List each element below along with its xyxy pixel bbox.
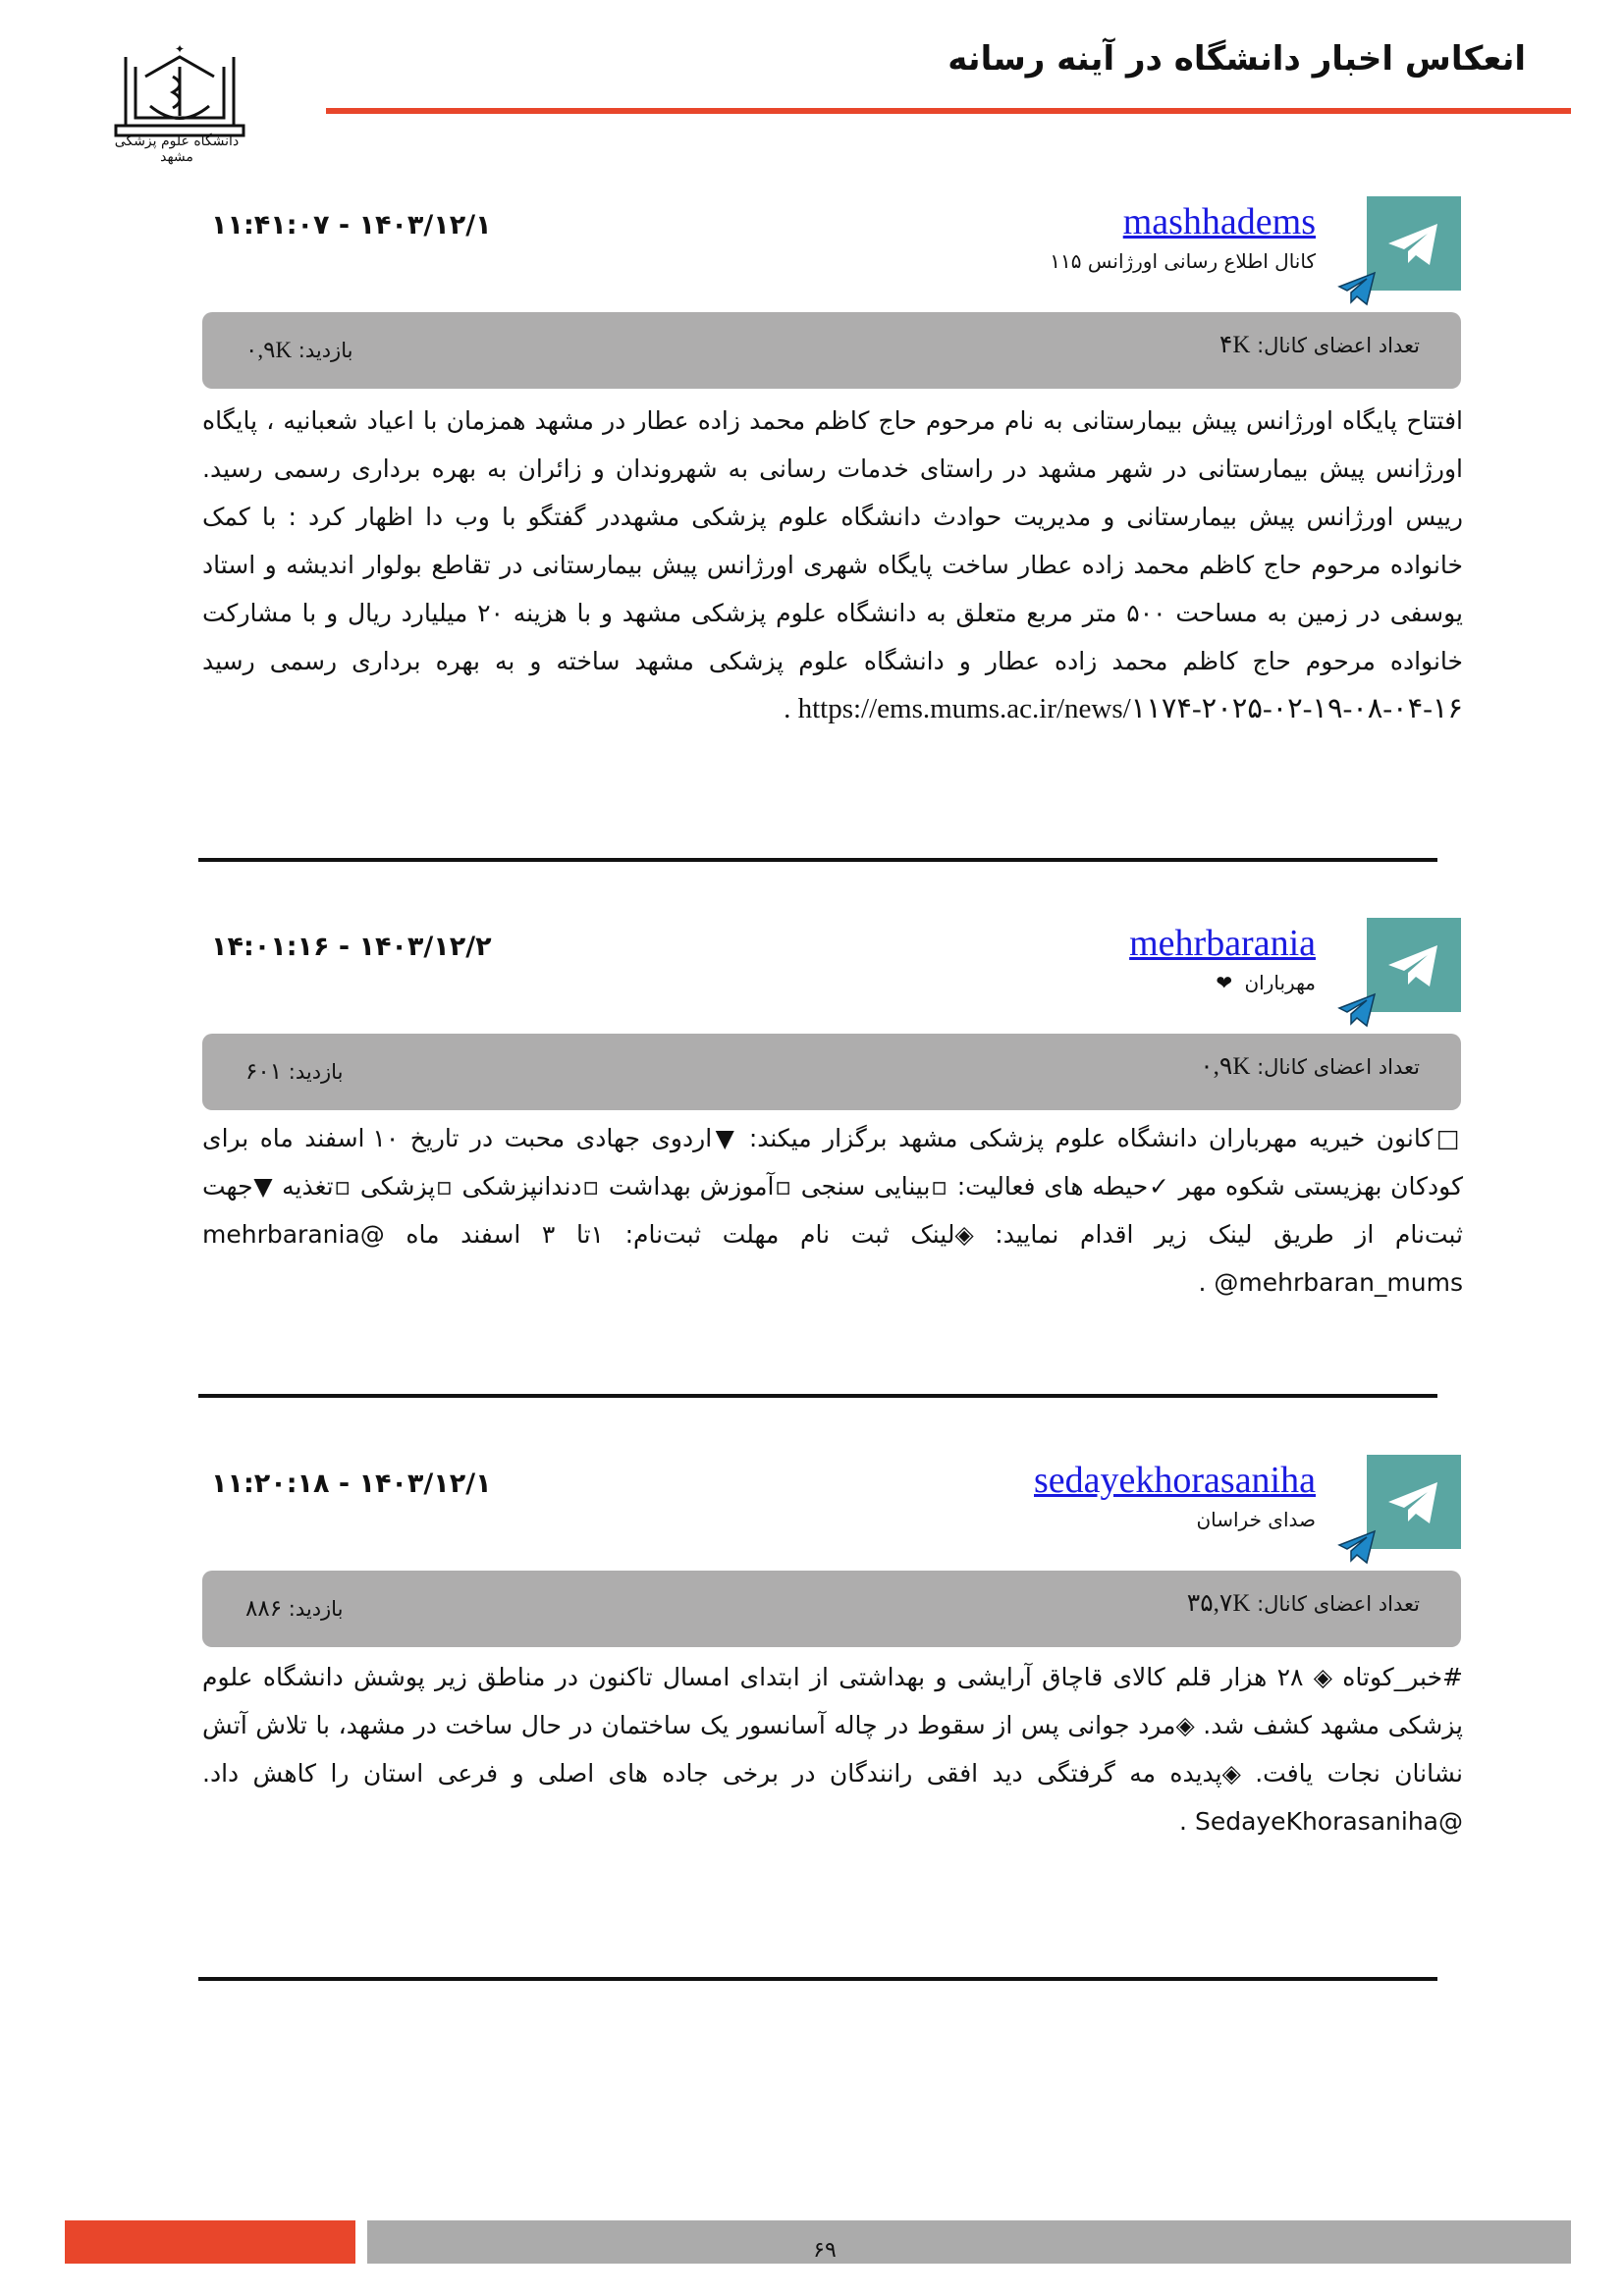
- header-divider: [326, 108, 1571, 114]
- footer-accent-bar: [65, 2220, 355, 2264]
- stats-bar: [202, 312, 1461, 389]
- page-title: انعکاس اخبار دانشگاه در آینه رسانه: [947, 39, 1526, 79]
- views-value: ۶۰۱: [245, 1059, 283, 1084]
- post-views: [245, 1596, 343, 1622]
- post-divider: [198, 1977, 1437, 1981]
- members-label: تعداد اعضای کانال:: [1257, 334, 1420, 357]
- telegram-icon: [1367, 196, 1461, 291]
- channel-description-text: مهرباران: [1244, 971, 1316, 994]
- members-label: تعداد اعضای کانال:: [1257, 1592, 1420, 1616]
- post-divider: [198, 858, 1437, 862]
- channel-link[interactable]: mehrbarania: [1129, 923, 1316, 964]
- members-value: ۳۵,۷K: [1186, 1590, 1251, 1617]
- telegram-plane-icon: [1337, 1529, 1377, 1565]
- telegram-plane-icon: [1337, 992, 1377, 1028]
- members-label: تعداد اعضای کانال:: [1257, 1055, 1420, 1079]
- channel-description: صدای خراسان: [1196, 1508, 1316, 1531]
- university-emblem-icon: [106, 37, 253, 145]
- channel-link[interactable]: mashhadems: [1122, 201, 1316, 242]
- post-text: #خبر_کوتاه ◈ ۲۸ هزار قلم کالای قاچاق آرایشی و بهداشتی از ابتدای امسال تاکنون در مناطق زیر پوشش دانشگاه علوم پزشکی مشهد کشف شد. ◈مرد جوانی پس از سقوط در چاله آسانسور یک ساختمان در حال ساخت در مشهد، با تلاش آتش نشانان نجات یافت. ◈پدیده مه گرفتگی دید افقی رانندگان در برخی جاده های اصلی و فرعی استان را کاهش داد. @SedayeKhorasaniha .: [202, 1663, 1464, 1836]
- stats-bar: [202, 1034, 1461, 1110]
- logo-caption: دانشگاه علوم پزشکی مشهد: [114, 133, 240, 165]
- heart-icon: ❤: [1216, 971, 1233, 994]
- post-datetime: ۱۱:۴۱:۰۷ - ۱۴۰۳/۱۲/۱: [211, 210, 492, 240]
- post-url[interactable]: https://ems.mums.ac.ir/news/۱۱۷۴-۲۰۲۵-۰۲-۱۹-۰۸-۰۴-۱۶ .: [784, 693, 1463, 724]
- post-datetime: ۱۱:۲۰:۱۸ - ۱۴۰۳/۱۲/۱: [211, 1468, 492, 1499]
- views-value: ۰,۹K: [245, 338, 293, 362]
- footer-bar: [367, 2220, 1571, 2264]
- views-label: بازدید:: [298, 339, 353, 362]
- post-divider: [198, 1394, 1437, 1398]
- post-views: [245, 338, 352, 363]
- views-label: بازدید:: [288, 1060, 344, 1084]
- telegram-icon: [1367, 1455, 1461, 1549]
- post-views: [245, 1059, 343, 1085]
- telegram-plane-icon: [1337, 271, 1377, 306]
- post-body: [202, 1653, 1463, 1845]
- telegram-icon: [1367, 918, 1461, 1012]
- channel-members: [1200, 1051, 1420, 1081]
- svg-text:✦: ✦: [174, 42, 186, 56]
- stats-bar: [202, 1571, 1461, 1647]
- members-value: ۰,۹K: [1200, 1053, 1251, 1080]
- channel-description: [1216, 971, 1316, 994]
- post-body: [202, 1114, 1463, 1307]
- post-body: [202, 397, 1463, 733]
- views-value: ۸۸۶: [245, 1596, 283, 1621]
- channel-members: [1219, 330, 1420, 359]
- channel-members: [1187, 1588, 1420, 1618]
- post-datetime: ۱۴:۰۱:۱۶ - ۱۴۰۳/۱۲/۲: [211, 932, 492, 962]
- page-number: ۶۹: [813, 2238, 837, 2263]
- post-text: افتتاح پایگاه اورژانس پیش بیمارستانی به نام مرحوم حاج کاظم محمد زاده عطار در مشهد همزمان با اعیاد شعبانیه ، پایگاه اورژانس پیش بیمارستانی در شهر مشهد در راستای خدمات رسانی به شهروندان و زائران به بهره برداری رسمی رسید. رییس اورژانس پیش بیمارستانی و مدیریت حوادث دانشگاه علوم پزشکی مشهددر گفتگو با وب دا اظهار کرد : با کمک خانواده مرحوم حاج کاظم محمد زاده عطار ساخت پایگاه شهری اورژانس پیش بیمارستانی در تقاطع بولوار اندیشه و استاد یوسفی در زمین به مساحت ۵۰۰ متر مربع متعلق به دانشگاه علوم پزشکی مشهد و با هزینه ۲۰ میلیارد ریال و با مشارکت خانواده مرحوم حاج کاظم محمد زاده عطار و دانشگاه علوم پزشکی مشهد ساخته و به بهره برداری رسمی رسید: [202, 406, 1463, 675]
- members-value: ۴K: [1218, 332, 1251, 358]
- channel-link[interactable]: sedayekhorasaniha: [1034, 1460, 1316, 1501]
- channel-description: کانال اطلاع رسانی اورژانس ۱۱۵: [1050, 249, 1316, 273]
- views-label: بازدید:: [288, 1597, 344, 1621]
- post-text: □کانون خیریه مهرباران دانشگاه علوم پزشکی مشهد برگزار میکند: ▼اردوی جهادی محبت در تاریخ ۱۰ اسفند ماه برای کودکان بهزیستی شکوه مهر ✓حیطه های فعالیت: ▫بینایی سنجی ▫آموزش بهداشت ▫دندانپزشکی ▫پزشکی ▫تغذیه ▼جهت ثبت‌نام از طریق لینک زیر اقدام نمایید: ◈لینک ثبت نام مهلت ثبت‌نام: ۱تا ۳ اسفند ماه @mehrbarania @mehrbaran_mums .: [202, 1124, 1463, 1297]
